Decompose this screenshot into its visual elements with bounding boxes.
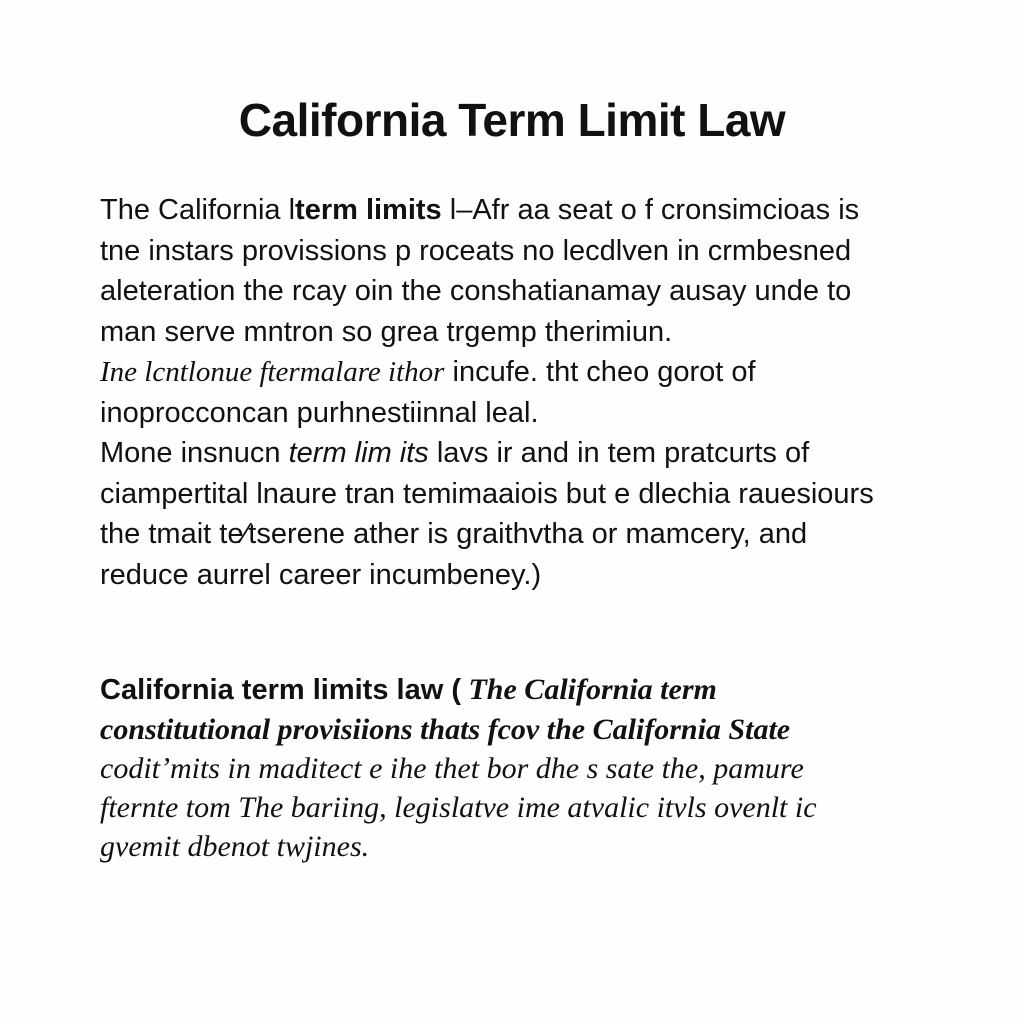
paragraph-line: reduce aurrel career incumbeney.) xyxy=(100,558,542,591)
text-run: lavs ir and in tem pratcurts of xyxy=(428,437,810,469)
paragraph-line: coditʼmits in maditect e ihe thet bor dhe s sate the, pamure xyxy=(100,752,804,785)
document-title: California Term Limit Law xyxy=(238,94,786,146)
text-run: The California l xyxy=(100,194,296,226)
paragraph-line: constitutional provisiions thats fcov the California State xyxy=(100,713,791,746)
paragraph-line: fternte tom The bariing, legislatve ime atvalic itvls ovenlt ic xyxy=(100,791,817,824)
text-run-italic: term lim its xyxy=(288,437,429,469)
paragraph-line: the tmait te⁄tserene ather is graithvtha or mamcery, and xyxy=(100,518,808,550)
text-run: Mone insnucn xyxy=(100,437,289,469)
text-run-bold: California term limits law ( xyxy=(100,674,461,706)
paragraph-constitutional-provisions xyxy=(100,670,960,866)
paragraph-line xyxy=(100,190,960,231)
paragraph-term-limits-overview xyxy=(100,190,960,595)
paragraph-line xyxy=(100,433,960,474)
paragraph-line xyxy=(100,352,960,393)
paragraph-line: gvemit dbenot twjines. xyxy=(100,830,370,863)
text-run: incufe. tht cheo gorot of xyxy=(444,356,756,388)
paragraph-line: inoprocconcan purhnestiinnal leal. xyxy=(100,396,539,429)
paragraph-line: man serve mntron so grea trgemp therimiun. xyxy=(100,315,673,348)
paragraph-line xyxy=(100,670,960,710)
text-run-bold: term limits xyxy=(295,194,442,226)
paragraph-line: tne instars provissions p roceats no lecdlven in crmbesned xyxy=(100,234,852,267)
paragraph-line: ciampertital lnaure tran temimaaiois but e dlechia rauesiours xyxy=(100,477,874,510)
text-run: l–Afr aa seat o f cronsimcioas is xyxy=(441,194,860,226)
paragraph-line: aleteration the rcay oin the conshatianamay ausay unde to xyxy=(100,275,852,307)
text-run-bold-italic: The California term xyxy=(460,673,717,706)
text-run-italic: Ine lcntlonue ftermalare ithor xyxy=(100,356,445,388)
